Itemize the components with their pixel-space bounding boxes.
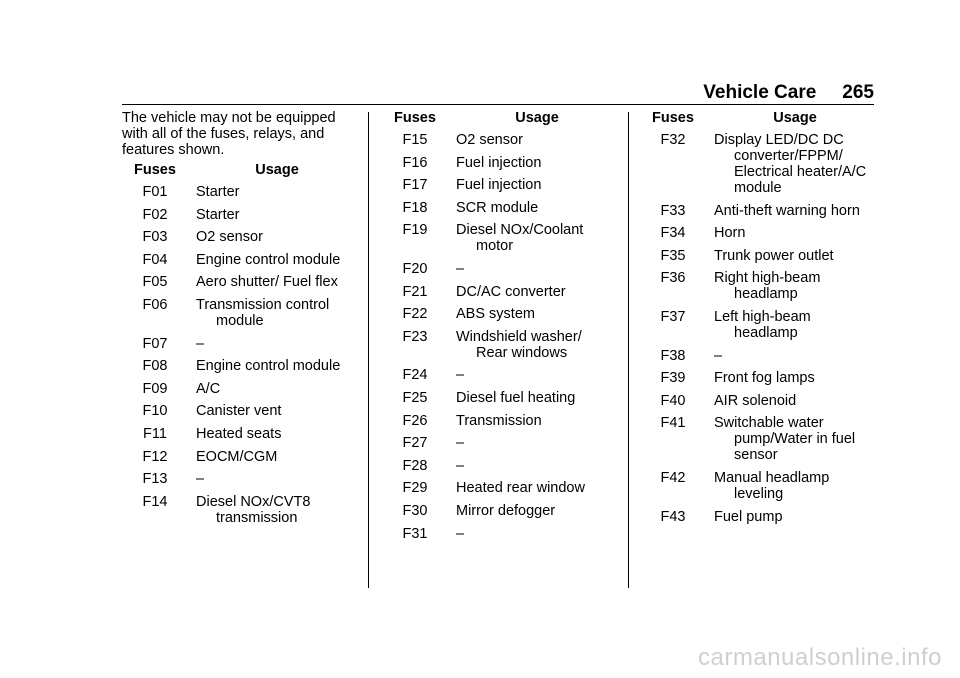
fuse-id: F01: [142, 184, 168, 200]
fuse-usage: Fuel injection: [456, 177, 542, 194]
table-row: [382, 200, 618, 216]
fuse-id: F22: [402, 306, 428, 323]
table-header: [122, 162, 358, 178]
fuse-usage: SCR module: [456, 199, 539, 216]
table-header: [382, 110, 618, 126]
fuse-id: F07: [142, 335, 168, 352]
table-row: [122, 229, 358, 245]
table-row: [122, 358, 358, 374]
fuse-id: F27: [402, 435, 428, 452]
fuse-usage: Transmission control module: [196, 296, 330, 329]
intro-paragraph: The vehicle may not be equipped with all of the fuses, relays, and features shown.: [122, 110, 336, 158]
fuse-id: F30: [402, 502, 428, 519]
fuse-usage: Manual headlamp leveling: [714, 469, 830, 502]
fuse-usage: Mirror defogger: [456, 502, 556, 519]
table-row: [382, 177, 618, 193]
table-row: [640, 309, 876, 341]
fuse-column-1: [122, 110, 358, 532]
fuse-usage: –: [456, 457, 465, 474]
fuse-usage: –: [456, 525, 465, 542]
fuse-usage: Aero shutter/ Fuel flex: [196, 274, 338, 291]
table-row: [382, 222, 618, 254]
fuse-id: F23: [402, 328, 428, 345]
table-row: [640, 270, 876, 302]
fuse-id: F13: [142, 471, 168, 488]
fuse-id: F15: [402, 132, 428, 148]
table-row: [122, 336, 358, 352]
table-row: [640, 509, 876, 525]
fuse-usage: Diesel NOx/CVT8 transmission: [196, 493, 311, 526]
fuses-header: Fuses: [134, 162, 176, 178]
usage-header: Usage: [773, 110, 817, 126]
fuse-id: F18: [402, 199, 428, 216]
fuse-usage: Diesel fuel heating: [456, 389, 576, 406]
table-row: [382, 390, 618, 406]
fuse-id: F25: [402, 389, 428, 406]
fuse-usage: Right high-beam headlamp: [714, 270, 821, 303]
fuse-id: F33: [660, 202, 686, 219]
table-row: [122, 494, 358, 526]
fuse-id: F37: [660, 308, 686, 325]
fuses-header: Fuses: [394, 110, 436, 126]
fuse-usage: Engine control module: [196, 358, 341, 375]
fuse-usage: DC/AC converter: [456, 283, 566, 300]
table-row: [640, 132, 876, 196]
fuse-usage: A/C: [196, 380, 221, 397]
fuse-usage: –: [456, 435, 465, 452]
fuse-usage: –: [456, 367, 465, 384]
fuse-id: F09: [142, 380, 168, 397]
fuse-id: F31: [402, 525, 428, 542]
fuse-usage: EOCM/CGM: [196, 448, 278, 465]
fuse-id: F05: [142, 274, 168, 291]
fuse-usage: –: [196, 335, 205, 352]
fuse-id: F41: [660, 415, 686, 432]
fuse-id: F16: [402, 154, 428, 171]
table-row: [382, 306, 618, 322]
fuse-usage: Trunk power outlet: [714, 247, 834, 264]
column-divider: [628, 112, 629, 588]
fuse-id: F21: [402, 283, 428, 300]
fuse-usage: Display LED/DC DC converter/FPPM/ Electrical heater/A/C module: [714, 132, 867, 196]
table-row: [640, 248, 876, 264]
table-header: [640, 110, 876, 126]
fuse-rows: [122, 184, 358, 526]
fuse-usage: Switchable water pump/Water in fuel sensor: [714, 415, 856, 464]
table-row: [122, 184, 358, 200]
fuse-usage: Fuel pump: [714, 508, 783, 525]
fuse-id: F28: [402, 457, 428, 474]
fuse-rows: [382, 132, 618, 542]
fuse-usage: Canister vent: [196, 403, 282, 420]
table-row: [122, 426, 358, 442]
table-row: [122, 381, 358, 397]
fuse-id: F32: [660, 132, 686, 148]
fuse-usage: –: [456, 260, 465, 277]
table-row: [122, 252, 358, 268]
table-row: [382, 435, 618, 451]
fuse-usage: Left high-beam headlamp: [714, 308, 811, 341]
page-number: 265: [842, 82, 874, 103]
fuse-id: F03: [142, 229, 168, 246]
section-title: Vehicle Care: [703, 82, 817, 103]
fuse-id: F06: [142, 296, 168, 313]
fuse-usage: Windshield washer/ Rear windows: [456, 328, 582, 361]
table-row: [640, 415, 876, 463]
table-row: [382, 413, 618, 429]
fuse-usage: Heated seats: [196, 425, 282, 442]
table-row: [382, 132, 618, 148]
fuse-usage: ABS system: [456, 306, 535, 323]
fuse-usage: Anti-theft warning horn: [714, 202, 860, 219]
fuse-usage: Engine control module: [196, 251, 341, 268]
fuse-id: F29: [402, 480, 428, 497]
table-row: [382, 329, 618, 361]
fuse-usage: AIR solenoid: [714, 392, 797, 409]
table-row: [382, 480, 618, 496]
fuse-id: F38: [660, 347, 686, 364]
fuse-id: F17: [402, 177, 428, 194]
fuse-usage: Starter: [196, 184, 240, 200]
header-rule: [122, 104, 874, 105]
fuse-id: F43: [660, 508, 686, 525]
fuse-id: F24: [402, 367, 428, 384]
fuse-id: F08: [142, 358, 168, 375]
fuse-column-3: [640, 110, 876, 531]
fuse-id: F35: [660, 247, 686, 264]
fuse-usage: Transmission: [456, 412, 542, 429]
fuse-rows: [640, 132, 876, 525]
fuse-id: F02: [142, 206, 168, 223]
table-row: [382, 155, 618, 171]
table-row: [382, 458, 618, 474]
table-row: [122, 449, 358, 465]
fuse-usage: O2 sensor: [456, 132, 523, 148]
fuse-id: F10: [142, 403, 168, 420]
table-row: [382, 261, 618, 277]
page-header: [703, 82, 874, 104]
table-row: [640, 370, 876, 386]
fuse-usage: O2 sensor: [196, 229, 263, 246]
table-row: [640, 348, 876, 364]
fuse-id: F19: [402, 222, 428, 239]
usage-header: Usage: [255, 162, 299, 178]
watermark: carmanualsonline.info: [698, 644, 942, 671]
table-row: [382, 526, 618, 542]
table-row: [640, 393, 876, 409]
table-row: [640, 470, 876, 502]
fuse-usage: Starter: [196, 206, 240, 223]
fuse-usage: Front fog lamps: [714, 370, 815, 387]
table-row: [122, 471, 358, 487]
fuse-usage: –: [196, 471, 205, 488]
fuse-id: F26: [402, 412, 428, 429]
fuse-usage: Diesel NOx/Coolant motor: [456, 222, 584, 255]
table-row: [382, 503, 618, 519]
fuse-id: F39: [660, 370, 686, 387]
table-row: [382, 284, 618, 300]
table-row: [122, 274, 358, 290]
table-row: [640, 203, 876, 219]
fuse-usage: Horn: [714, 225, 746, 242]
fuse-id: F36: [660, 270, 686, 287]
table-row: [122, 297, 358, 329]
fuse-id: F14: [142, 493, 168, 510]
fuse-id: F11: [143, 425, 167, 442]
table-row: [122, 403, 358, 419]
fuse-id: F42: [660, 469, 686, 486]
fuse-usage: –: [714, 347, 723, 364]
fuse-column-2: [382, 110, 618, 548]
table-row: [122, 207, 358, 223]
fuses-header: Fuses: [652, 110, 694, 126]
fuse-id: F34: [660, 225, 686, 242]
fuse-usage: Fuel injection: [456, 154, 542, 171]
fuse-id: F40: [660, 392, 686, 409]
fuse-id: F20: [402, 260, 428, 277]
table-row: [382, 367, 618, 383]
fuse-id: F04: [142, 251, 168, 268]
column-divider: [368, 112, 369, 588]
fuse-id: F12: [142, 448, 168, 465]
usage-header: Usage: [515, 110, 559, 126]
fuse-usage: Heated rear window: [456, 480, 585, 497]
table-row: [640, 225, 876, 241]
